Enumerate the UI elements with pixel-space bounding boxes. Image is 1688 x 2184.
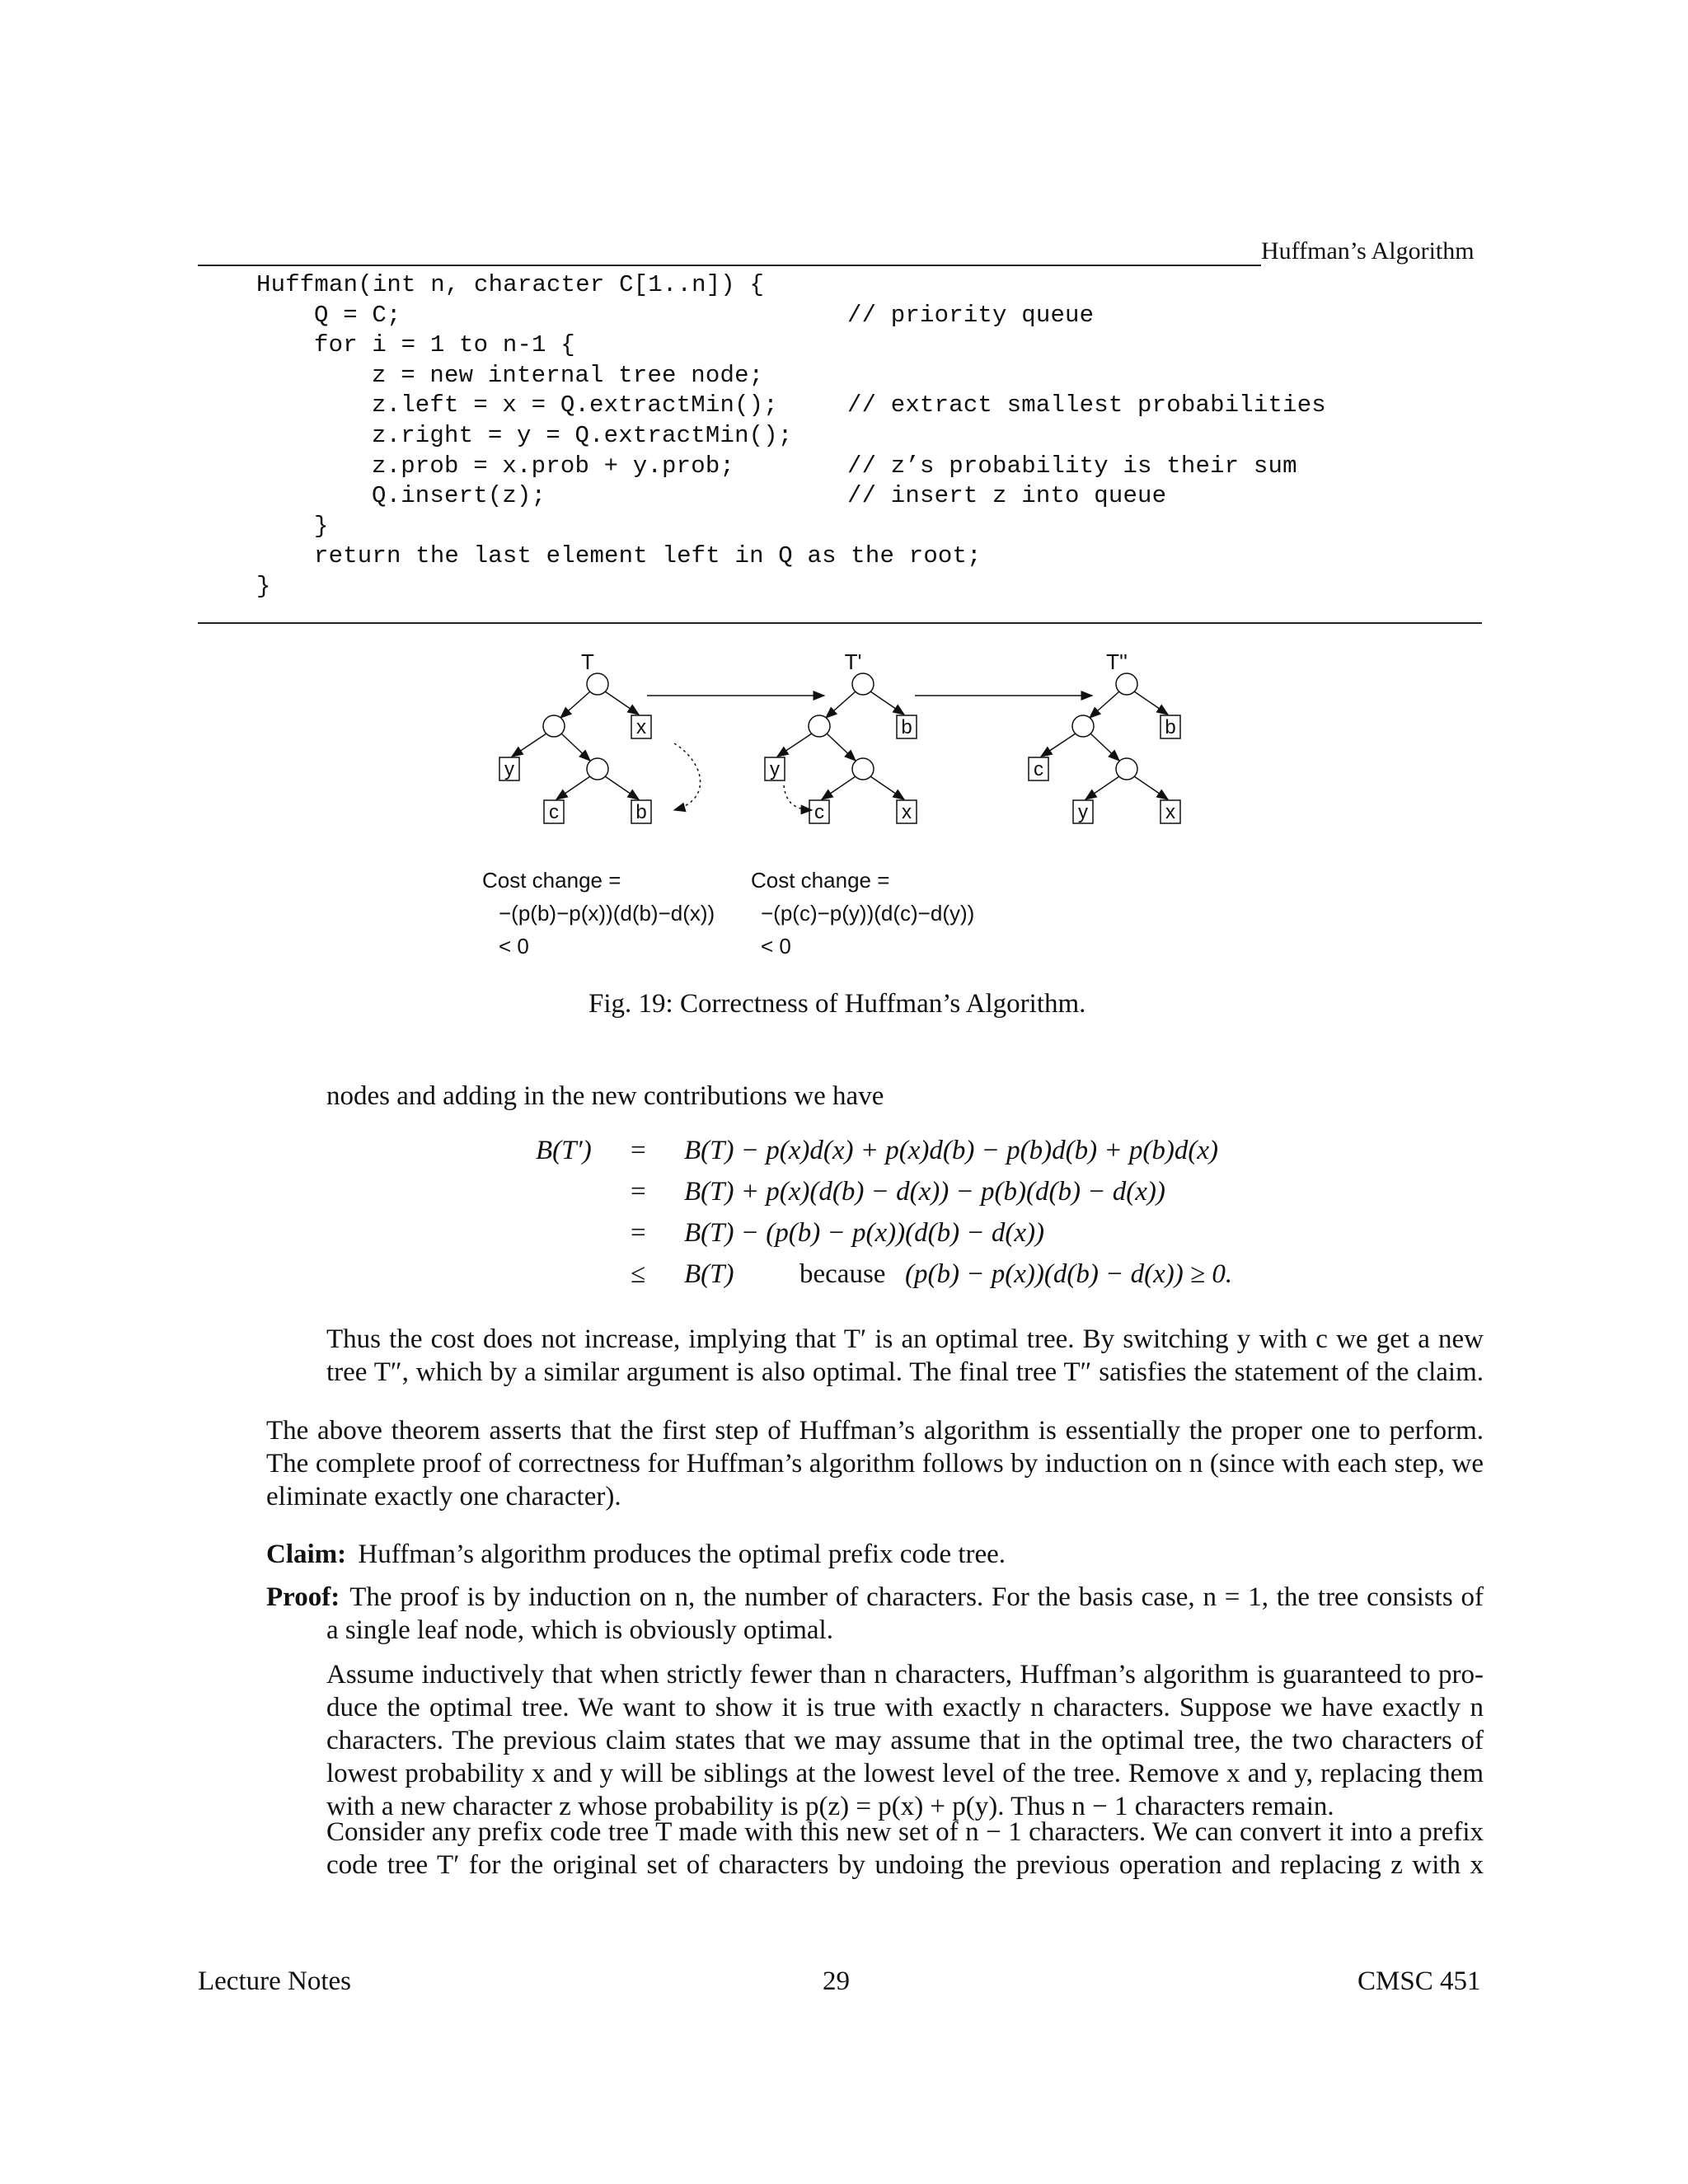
code-comment: // priority queue bbox=[847, 301, 1095, 329]
assume-line: duce the optimal tree. We want to show it is true with exactly n characters. Suppose we have exactly n bbox=[326, 1693, 1484, 1722]
footer-left: Lecture Notes bbox=[198, 1966, 351, 1996]
thus-paragraph bbox=[326, 1323, 1484, 1389]
tree-edge bbox=[870, 691, 904, 715]
cost-change-2-sign: < 0 bbox=[761, 934, 791, 958]
claim-label: Claim: bbox=[266, 1540, 347, 1569]
tree-edge bbox=[827, 733, 856, 761]
equation-rhs: B(T) − p(x)d(x) + p(x)d(b) − p(b)d(b) + p(b)d(x) bbox=[684, 1136, 1218, 1165]
equation-relation: = bbox=[631, 1218, 646, 1248]
swap-arrow-2 bbox=[784, 785, 812, 810]
code-line bbox=[256, 572, 1410, 602]
tree-edge bbox=[605, 691, 639, 715]
proof-label: Proof: bbox=[266, 1582, 340, 1612]
code-line bbox=[256, 481, 1410, 512]
tree-edge bbox=[1134, 691, 1168, 715]
leaf-label: c bbox=[1034, 758, 1043, 780]
consider-line: Consider any prefix code tree T made with this new set of n − 1 characters. We can convert it into a prefix bbox=[326, 1817, 1484, 1847]
tree-label: T bbox=[581, 649, 594, 674]
code-text: Q.insert(z); bbox=[372, 482, 546, 510]
tree-edge bbox=[1134, 776, 1168, 799]
code-text: z.prob = x.prob + y.prob; bbox=[372, 452, 735, 480]
leaf-label: y bbox=[1078, 801, 1088, 823]
tree-edge bbox=[560, 691, 590, 718]
code-line bbox=[256, 330, 1410, 361]
cost-change-2-label: Cost change = bbox=[751, 868, 890, 893]
assume-line: with a new character z whose probability is p(z) = p(x) + p(y). Thus n − 1 characters remain. bbox=[326, 1792, 1334, 1821]
leaf-label: c bbox=[549, 801, 559, 823]
code-text: z = new internal tree node; bbox=[372, 361, 764, 389]
proof-line-2: a single leaf node, which is obviously optimal. bbox=[326, 1615, 833, 1645]
equation-rhs: B(T) bbox=[684, 1259, 734, 1289]
equation-relation: = bbox=[631, 1136, 646, 1165]
tree-edge bbox=[561, 733, 590, 761]
code-comment: // insert z into queue bbox=[847, 482, 1167, 510]
internal-node bbox=[1116, 758, 1137, 780]
code-comment: // z’s probability is their sum bbox=[847, 452, 1297, 480]
footer-right: CMSC 451 bbox=[1357, 1966, 1481, 1996]
consider-paragraph bbox=[326, 1816, 1484, 1882]
consider-line: code tree T′ for the original set of characters by undoing the previous operation and replacing z with x bbox=[326, 1850, 1484, 1880]
internal-node bbox=[1116, 673, 1137, 695]
proof-paragraph bbox=[266, 1581, 1484, 1647]
proof-line-1: The proof is by induction on n, the number of characters. For the basis case, n = 1, the tree consists of bbox=[349, 1582, 1484, 1612]
theorem-paragraph bbox=[266, 1414, 1484, 1513]
header-rule bbox=[198, 265, 1261, 266]
theorem-line-3: eliminate exactly one character). bbox=[266, 1482, 621, 1511]
cost-change-1-label: Cost change = bbox=[482, 868, 621, 893]
assume-line: characters. The previous claim states that we may assume that in the optimal tree, the two characters of bbox=[326, 1726, 1484, 1755]
equation-rhs: B(T) − (p(b) − p(x))(d(b) − d(x)) bbox=[684, 1218, 1044, 1248]
claim-text: Huffman’s algorithm produces the optimal prefix code tree. bbox=[358, 1540, 1006, 1569]
leaf-label: b bbox=[635, 801, 647, 823]
leaf-label: y bbox=[504, 758, 514, 780]
tree-edge bbox=[512, 733, 546, 757]
thus-line-1: Thus the cost does not increase, implying that T′ is an optimal tree. By switching y with c we get a new bbox=[326, 1324, 1484, 1354]
code-text: z.left = x = Q.extractMin(); bbox=[372, 391, 778, 419]
footer-page-number: 29 bbox=[823, 1966, 850, 1996]
equation-relation: = bbox=[631, 1177, 646, 1207]
code-comment: // extract smallest probabilities bbox=[847, 391, 1326, 419]
tree-edge bbox=[1090, 691, 1119, 718]
theorem-line-2: The complete proof of correctness for Huffman’s algorithm follows by induction on n (since with each step, we bbox=[266, 1449, 1484, 1479]
leaf-label: x bbox=[902, 801, 912, 823]
tree-edge bbox=[826, 691, 856, 718]
equation-because: because bbox=[799, 1259, 886, 1289]
leaf-label: x bbox=[636, 716, 646, 738]
swap-arrow-1 bbox=[674, 743, 701, 810]
code-listing bbox=[256, 270, 1410, 602]
leaf-label: y bbox=[770, 758, 780, 780]
equation-relation: ≤ bbox=[631, 1259, 646, 1289]
internal-node bbox=[852, 758, 874, 780]
cost-change-2-expr: −(p(c)−p(y))(d(c)−d(y)) bbox=[761, 901, 975, 926]
leaf-label: b bbox=[901, 716, 912, 738]
leaf-label: b bbox=[1165, 716, 1176, 738]
internal-node bbox=[587, 673, 608, 695]
leaf-label: x bbox=[1165, 801, 1175, 823]
tree-label: T'' bbox=[1106, 649, 1128, 674]
tree-edge bbox=[1041, 733, 1076, 757]
code-line bbox=[256, 301, 1410, 331]
code-text: z.right = y = Q.extractMin(); bbox=[372, 421, 793, 449]
equation-rhs: B(T) + p(x)(d(b) − d(x)) − p(b)(d(b) − d(x)) bbox=[684, 1177, 1165, 1207]
internal-node bbox=[587, 758, 608, 780]
code-text: } bbox=[256, 572, 271, 600]
tree-edge bbox=[605, 776, 639, 799]
code-line bbox=[256, 391, 1410, 421]
code-line bbox=[256, 270, 1410, 301]
code-text: for i = 1 to n-1 { bbox=[314, 331, 575, 359]
code-bottom-rule bbox=[198, 622, 1482, 624]
cost-change-2 bbox=[751, 868, 974, 959]
internal-node bbox=[809, 715, 830, 737]
equation-lhs: B(T′) bbox=[536, 1136, 592, 1165]
code-text: } bbox=[314, 512, 329, 540]
figure-caption: Fig. 19: Correctness of Huffman’s Algorithm. bbox=[588, 989, 1086, 1019]
code-line bbox=[256, 512, 1410, 542]
tree-edge bbox=[1085, 776, 1119, 799]
assume-paragraph bbox=[326, 1658, 1484, 1823]
tree-edge bbox=[870, 776, 904, 799]
code-text: Huffman(int n, character C[1..n]) { bbox=[256, 271, 765, 298]
code-text: Q = C; bbox=[314, 301, 401, 329]
code-line bbox=[256, 452, 1410, 482]
cost-change-1-sign: < 0 bbox=[499, 934, 529, 958]
tree-edge bbox=[1090, 733, 1119, 761]
assume-line: Assume inductively that when strictly fewer than n characters, Huffman’s algorithm is guaranteed to pro- bbox=[326, 1660, 1484, 1690]
internal-node bbox=[852, 673, 874, 695]
code-text: return the last element left in Q as the root; bbox=[314, 542, 982, 570]
thus-line-2: tree T″, which by a similar argument is also optimal. The final tree T″ satisfies the statement of the claim. bbox=[326, 1357, 1484, 1387]
running-header-title: Huffman’s Algorithm bbox=[1261, 237, 1475, 265]
code-line bbox=[256, 361, 1410, 391]
cost-change-1-expr: −(p(b)−p(x))(d(b)−d(x)) bbox=[499, 901, 715, 926]
equation-because-expr: (p(b) − p(x))(d(b) − d(x)) ≥ 0. bbox=[905, 1259, 1233, 1289]
claim bbox=[266, 1538, 1006, 1571]
code-line bbox=[256, 541, 1410, 572]
internal-node bbox=[543, 715, 565, 737]
tree-edge bbox=[822, 776, 856, 799]
tree-label: T' bbox=[844, 649, 862, 674]
cost-change-1 bbox=[482, 868, 715, 959]
intro-text: nodes and adding in the new contributions we have bbox=[326, 1081, 884, 1111]
internal-node bbox=[1072, 715, 1094, 737]
tree-edge bbox=[777, 733, 812, 757]
code-line bbox=[256, 421, 1410, 452]
leaf-label: c bbox=[814, 801, 824, 823]
tree-edge bbox=[556, 776, 590, 799]
assume-line: lowest probability x and y will be siblings at the lowest level of the tree. Remove x and y, replacing them bbox=[326, 1759, 1484, 1788]
theorem-line-1: The above theorem asserts that the first step of Huffman’s algorithm is essentially the proper one to perform. bbox=[266, 1416, 1484, 1446]
